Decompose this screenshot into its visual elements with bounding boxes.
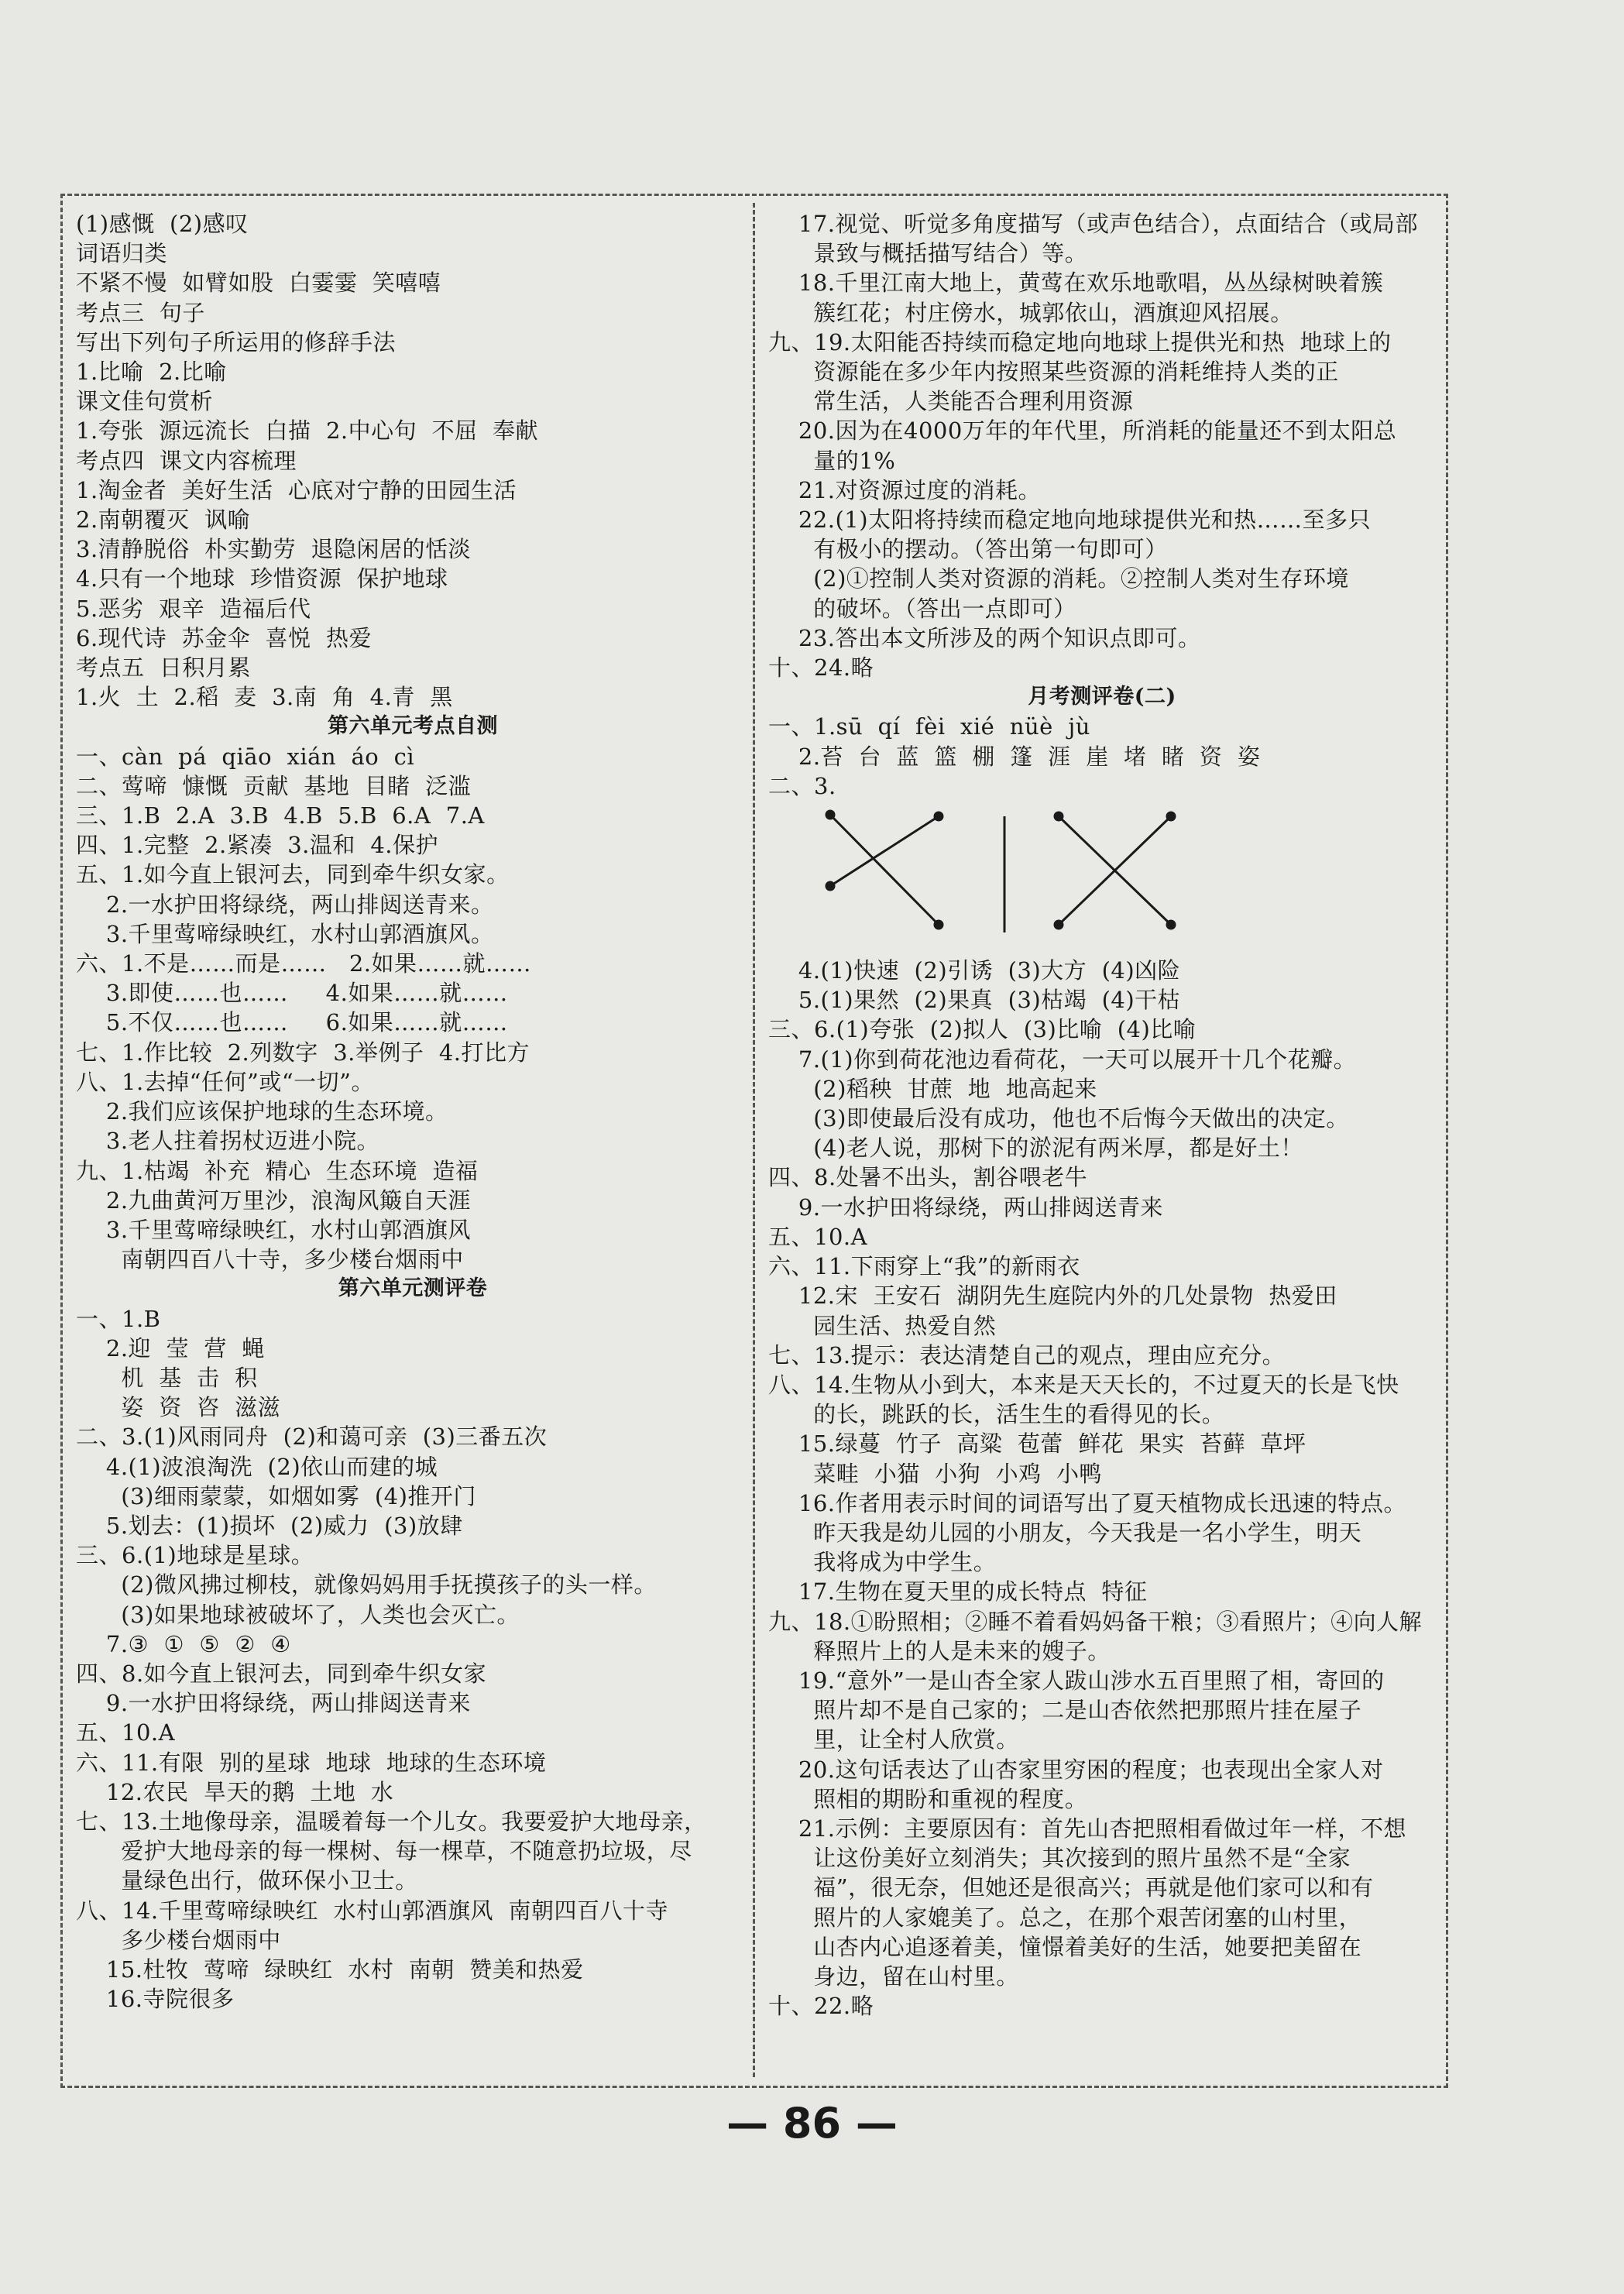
- answer-line: 2.苔 台 蓝 篮 棚 篷 涯 崖 堵 睹 资 姿: [768, 743, 1261, 770]
- answer-line: 5.(1)果然 (2)果真 (3)枯竭 (4)干枯: [768, 987, 1181, 1014]
- answer-line: 南朝四百八十寺，多少楼台烟雨中: [76, 1246, 464, 1273]
- answer-line: 的破坏。（答出一点即可）: [768, 595, 1076, 622]
- right-column: [768, 209, 1436, 2021]
- answer-line: 六、1.不是……而是…… 2.如果……就……: [76, 950, 531, 977]
- answer-line: 八、1.去掉“任何”或“一切”。: [76, 1068, 374, 1095]
- answer-line: 9.一水护田将绿绕，两山排闼送青来: [768, 1193, 1164, 1221]
- answer-line: 昨天我是幼儿园的小朋友，今天我是一名小学生，明天: [768, 1519, 1362, 1546]
- answer-line: 园生活、热爱自然: [768, 1312, 997, 1339]
- answer-line: 三、1.B 2.A 3.B 4.B 5.B 6.A 7.A: [76, 802, 485, 829]
- answer-line: 12.农民 旱天的鹅 土地 水: [76, 1778, 394, 1805]
- answer-line: 3.老人拄着拐杖迈进小院。: [76, 1128, 380, 1155]
- answer-line: 16.寺院很多: [76, 1986, 235, 2013]
- answer-line: 1.夸张 源远流长 白描 2.中心句 不屈 奉献: [76, 417, 539, 445]
- answer-line: 身边，留在山村里。: [768, 1963, 1019, 1990]
- answer-line: 4.(1)快速 (2)引诱 (3)大方 (4)凶险: [768, 957, 1181, 984]
- answer-line: 3.即使……也…… 4.如果……就……: [76, 980, 508, 1007]
- answer-line: 23.答出本文所涉及的两个知识点即可。: [768, 624, 1201, 651]
- answer-line: 2.九曲黄河万里沙，浪淘风簸自天涯: [76, 1186, 472, 1214]
- answer-line: 五、10.A: [76, 1719, 176, 1746]
- answer-line: 考点五 日积月累: [76, 654, 251, 682]
- answer-line: 20.因为在4000万年的年代里，所消耗的能量还不到太阳总: [768, 417, 1397, 445]
- answer-line: 9.一水护田将绿绕，两山排闼送青来: [76, 1690, 472, 1717]
- answer-line: (2)稻秧 甘蔗 地 地高起来: [768, 1075, 1097, 1102]
- answer-line: 3.千里莺啼绿映红，水村山郭酒旗风: [76, 1216, 472, 1243]
- answer-line: 释照片上的人是未来的嫂子。: [768, 1637, 1111, 1664]
- page-number: — 86 —: [726, 2099, 898, 2148]
- answer-line: 九、18.①盼照相；②睡不着看妈妈备干粮；③看照片；④向人解: [768, 1608, 1423, 1635]
- answer-line: 让这份美好立刻消失；其次接到的照片虽然不是“全家: [768, 1845, 1351, 1872]
- answer-line: 15.杜牧 莺啼 绿映红 水村 南朝 赞美和热爱: [76, 1956, 584, 1983]
- answer-line: 七、13.提示：表达清楚自己的观点，理由应充分。: [768, 1341, 1286, 1369]
- answer-line: 菜畦 小猫 小狗 小鸡 小鸭: [768, 1460, 1103, 1487]
- answer-line: 5.划去：(1)损坏 (2)威力 (3)放肆: [76, 1512, 463, 1539]
- answer-line: 1.淘金者 美好生活 心底对宁静的田园生活: [76, 476, 517, 503]
- answer-line: 量绿色出行，做环保小卫士。: [76, 1867, 418, 1894]
- column-divider: [753, 203, 755, 2077]
- answer-line: 21.示例：主要原因有：首先山杏把照相看做过年一样，不想: [768, 1815, 1406, 1842]
- answer-line: 七、1.作比较 2.列数字 3.举例子 4.打比方: [76, 1039, 530, 1066]
- answer-line: 资源能在多少年内按照某些资源的消耗维持人类的正: [768, 359, 1339, 386]
- answer-line: 12.宋 王安石 湖阴先生庭院内外的几处景物 热爱田: [768, 1283, 1337, 1310]
- answer-line: 的长，跳跃的长，活生生的看得见的长。: [768, 1401, 1225, 1428]
- answer-line: 一、1.B: [76, 1305, 161, 1332]
- answer-line: (3)即使最后没有成功，他也不后悔今天做出的决定。: [768, 1105, 1349, 1132]
- answer-line: 常生活，人类能否合理利用资源: [768, 388, 1134, 415]
- answer-line: (2)①控制人类对资源的消耗。②控制人类对生存环境: [768, 565, 1349, 592]
- answer-line: 八、14.千里莺啼绿映红 水村山郭酒旗风 南朝四百八十寺: [76, 1897, 668, 1924]
- answer-line: 爱护大地母亲的每一棵树、每一棵草，不随意扔垃圾，尽: [76, 1838, 692, 1865]
- answer-line: 七、13.土地像母亲，温暖着每一个儿女。我要爱护大地母亲，: [76, 1808, 707, 1835]
- answer-line: 机 基 击 积: [76, 1364, 258, 1391]
- answer-line: 里，让全村人欣赏。: [768, 1726, 1019, 1753]
- answer-line: 22.(1)太阳将持续而稳定地向地球提供光和热……至多只: [768, 507, 1372, 534]
- answer-line: 十、22.略: [768, 1993, 874, 2020]
- answer-line: 照片却不是自己家的；二是山杏依然把那照片挂在屋子: [768, 1697, 1362, 1724]
- section-heading: 第六单元考点自测: [328, 714, 498, 739]
- answer-line: 21.对资源过度的消耗。: [768, 476, 1041, 503]
- answer-line: 九、19.太阳能否持续而稳定地向地球上提供光和热 地球上的: [768, 328, 1392, 355]
- answer-line: 写出下列句子所运用的修辞手法: [76, 328, 397, 355]
- answer-line: 20.这句话表达了山杏家里穷困的程度；也表现出全家人对: [768, 1756, 1384, 1783]
- answer-line: 2.南朝覆灭 讽喻: [76, 507, 251, 534]
- answer-line: 照相的期盼和重视的程度。: [768, 1785, 1088, 1812]
- answer-line: (1)感慨 (2)感叹: [76, 211, 249, 237]
- answer-line: 4.只有一个地球 珍惜资源 保护地球: [76, 565, 448, 592]
- answer-line: 17.生物在夏天里的成长特点 特征: [768, 1578, 1148, 1605]
- answer-line: 1.火 土 2.稻 麦 3.南 角 4.青 黑: [76, 684, 453, 711]
- answer-line: 五、1.如今直上银河去，同到牵牛织女家。: [76, 861, 510, 888]
- answer-line: 课文佳句赏析: [76, 388, 214, 415]
- answer-line: 三、6.(1)地球是星球。: [76, 1542, 314, 1569]
- answer-line: 有极小的摆动。（答出第一句即可）: [768, 536, 1168, 563]
- answer-line: 考点三 句子: [76, 299, 205, 326]
- answer-line: 不紧不慢 如臂如股 白霎霎 笑嘻嘻: [76, 270, 441, 297]
- answer-line: 一、1.sū qí fèi xié nüè jù: [768, 713, 1090, 740]
- answer-line: 7.③ ① ⑤ ② ④: [76, 1630, 291, 1657]
- answer-line: 九、1.枯竭 补充 精心 生态环境 造福: [76, 1157, 479, 1184]
- answer-line: 15.绿蔓 竹子 高粱 苞蕾 鲜花 果实 苔藓 草坪: [768, 1430, 1306, 1458]
- answer-line: 八、14.生物从小到大，本来是天天长的，不过夏天的长是飞快: [768, 1371, 1399, 1398]
- answer-line: 三、6.(1)夸张 (2)拟人 (3)比喻 (4)比喻: [768, 1016, 1197, 1043]
- answer-line: 我将成为中学生。: [768, 1549, 997, 1576]
- answer-line: 一、càn pá qiāo xián áo cì: [76, 743, 415, 770]
- answer-line: 17.视觉、听觉多角度描写（或声色结合），点面结合（或局部: [768, 211, 1418, 237]
- answer-line: 1.比喻 2.比喻: [76, 359, 227, 386]
- answer-line: 四、8.如今直上银河去，同到牵牛织女家: [76, 1660, 487, 1687]
- answer-line: 6.现代诗 苏金伞 喜悦 热爱: [76, 624, 372, 651]
- answer-line: 5.不仅……也…… 6.如果……就……: [76, 1009, 508, 1036]
- answer-line: 姿 资 咨 滋滋: [76, 1394, 281, 1421]
- answer-line: 六、11.有限 别的星球 地球 地球的生态环境: [76, 1749, 547, 1776]
- answer-line: (2)微风拂过柳枝，就像妈妈用手抚摸孩子的头一样。: [76, 1571, 657, 1599]
- answer-line: 3.千里莺啼绿映红，水村山郭酒旗风。: [76, 920, 494, 947]
- matching-lines-diagram: [768, 801, 1436, 956]
- answer-line: 5.恶劣 艰辛 造福后代: [76, 595, 311, 622]
- answer-line: (3)如果地球被破坏了，人类也会灭亡。: [76, 1601, 520, 1628]
- answer-line: 六、11.下雨穿上“我”的新雨衣: [768, 1253, 1080, 1280]
- answer-line: 五、10.A: [768, 1223, 868, 1250]
- answer-line: 7.(1)你到荷花池边看荷花，一天可以展开十几个花瓣。: [768, 1046, 1357, 1073]
- answer-line: 19.“意外”一是山杏全家人跋山涉水五百里照了相，寄回的: [768, 1667, 1385, 1694]
- answer-line: 2.我们应该保护地球的生态环境。: [76, 1098, 448, 1125]
- answer-line: 福”，很无奈，但她还是很高兴；再就是他们家可以和有: [768, 1874, 1374, 1901]
- answer-line: 多少楼台烟雨中: [76, 1926, 281, 1953]
- answer-line: 二、3.: [768, 772, 836, 799]
- answer-line: 簇红花；村庄傍水，城郭依山，酒旗迎风招展。: [768, 299, 1293, 326]
- answer-line: 四、8.处暑不出头，割谷喂老牛: [768, 1164, 1088, 1191]
- answer-line: 2.迎 莹 营 蝇: [76, 1334, 265, 1362]
- answer-line: 16.作者用表示时间的词语写出了夏天植物成长迅速的特点。: [768, 1489, 1406, 1516]
- answer-line: 2.一水护田将绿绕，两山排闼送青来。: [76, 891, 494, 918]
- answer-line: 山杏内心追逐着美，憧憬着美好的生活，她要把美留在: [768, 1933, 1362, 1960]
- answer-line: 考点四 课文内容梳理: [76, 447, 297, 474]
- answer-line: (4)老人说，那树下的淤泥有两米厚，都是好土！: [768, 1135, 1303, 1162]
- answer-line: 4.(1)波浪淘洗 (2)依山而建的城: [76, 1453, 438, 1480]
- answer-line: 二、莺啼 慷慨 贡献 基地 目睹 泛滥: [76, 772, 472, 799]
- answer-line: 景致与概括描写结合）等。: [768, 240, 1088, 267]
- answer-line: (3)细雨蒙蒙，如烟如雾 (4)推开门: [76, 1482, 476, 1509]
- answer-line: 十、24.略: [768, 654, 874, 682]
- answer-line: 四、1.完整 2.紧凑 3.温和 4.保护: [76, 832, 438, 859]
- answer-line: 照片的人家媲美了。总之，在那个艰苦闭塞的山村里，: [768, 1904, 1362, 1931]
- answer-line: 二、3.(1)风雨同舟 (2)和蔼可亲 (3)三番五次: [76, 1423, 548, 1451]
- section-heading: 月考测评卷(二): [1028, 685, 1176, 709]
- section-heading: 第六单元测评卷: [338, 1276, 488, 1301]
- answer-line: 词语归类: [76, 240, 168, 267]
- answer-line: 量的1%: [768, 447, 896, 474]
- answer-line: 3.清静脱俗 朴实勤劳 退隐闲居的恬淡: [76, 536, 472, 563]
- left-column: [76, 209, 750, 2014]
- answer-line: 18.千里江南大地上，黄莺在欢乐地歌唱，丛丛绿树映着簇: [768, 270, 1384, 297]
